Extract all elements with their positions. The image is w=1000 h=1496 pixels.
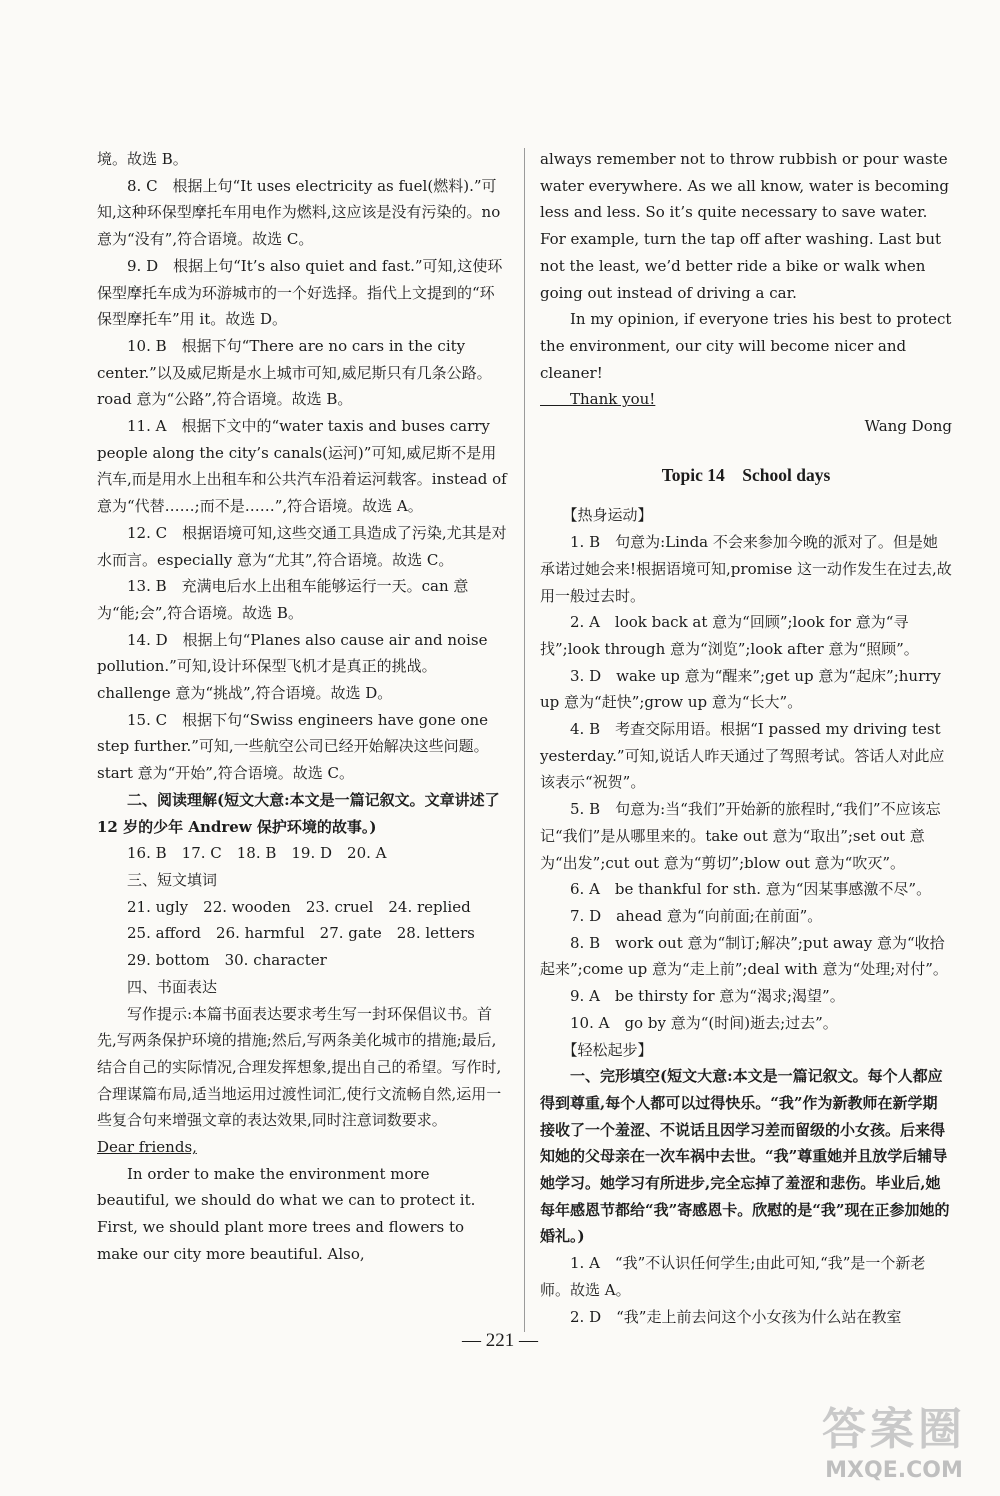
paragraph: 11. A 根据下文中的“water taxis and buses carry people along the city’s canals(运河)”可知,威尼斯不是用汽车,而是用水上出租车和公共汽车沿着运河载客。instead of 意为“代替……;而不是……”,符合语境。故选 A。	[97, 417, 507, 516]
paragraph: 9. D 根据上句“It’s also quiet and fast.”可知,这使环保型摩托车成为环游城市的一个好选择。指代上文提到的“环保型摩托车”用 it。故选 D。	[97, 256, 503, 329]
paragraph: 1. A “我”不认识任何学生;由此可知,“我”是一个新老师。故选 A。	[540, 1254, 926, 1299]
paragraph: 2. A look back at 意为“回顾”;look for 意为“寻找”;look through 意为“浏览”;look after 意为“照顾”。	[540, 613, 919, 658]
paragraph: Thank you!	[540, 390, 656, 409]
paragraph: 21. ugly 22. wooden 23. cruel 24. replied	[97, 897, 471, 916]
topic-title: Topic 14 School days	[661, 464, 831, 485]
paragraph: 13. B 充满电后水上出租车能够运行一天。can 意为“能;会”,符合语境。故选 B。	[97, 577, 469, 622]
paragraph: 25. afford 26. harmful 27. gate 28. letters	[97, 924, 475, 943]
signature: Wang Dong	[864, 417, 952, 436]
paragraph: 8. C 根据上句“It uses electricity as fuel(燃料).”可知,这种环保型摩托车用电作为燃料,这应该是没有污染的。no 意为“没有”,符合语境。故选 C。	[97, 176, 501, 249]
right-column	[540, 146, 952, 1330]
paragraph: In my opinion, if everyone tries his best to protect the environment, our city will become nicer and cleaner!	[540, 310, 952, 382]
watermark-line2: MXQE.COM	[825, 1458, 963, 1483]
paragraph: 1. B 句意为:Linda 不会来参加今晚的派对了。但是她承诺过她会来!根据语境可知,promise 这一动作发生在过去,故用一般过去时。	[540, 533, 952, 605]
paragraph: 9. A be thirsty for 意为“渴求;渴望”。	[540, 987, 845, 1006]
watermark-line1: 答案圈	[822, 1404, 966, 1455]
paragraph: 四、书面表达	[97, 977, 218, 996]
paragraph: 4. B 考查交际用语。根据“I passed my driving test yesterday.”可知,说话人昨天通过了驾照考试。答话人对此应该表示“祝贺”。	[540, 720, 945, 792]
paragraph: 5. B 句意为:当“我们”开始新的旅程时,“我们”不应该忘记“我们”是从哪里来的。take out 意为“取出”;set out 意为“出发”;cut out 意为“剪切”;blow out 意为“吹灭”。	[540, 800, 941, 872]
paragraph: 3. D wake up 意为“醒来”;get up 意为“起床”;hurry up 意为“赶快”;grow up 意为“长大”。	[540, 666, 941, 712]
paragraph: 三、短文填词	[97, 870, 218, 889]
paragraph: 14. D 根据上句“Planes also cause air and noise pollution.”可知,设计环保型飞机才是真正的挑战。challenge 意为“挑战”,符合语境。故选 D。	[97, 630, 488, 703]
paragraph: 二、阅读理解(短文大意:本文是一篇记叙文。文章讲述了 12 岁的少年 Andrew 保护环境的故事。)	[97, 790, 500, 836]
paragraph: 10. A go by 意为“(时间)逝去;过去”。	[540, 1013, 838, 1032]
paragraph: 境。故选 B。	[97, 150, 188, 168]
paragraph: 【轻松起步】	[540, 1040, 653, 1059]
paragraph: 8. B work out 意为“制订;解决”;put away 意为“收拾起来”;come up 意为“走上前”;deal with 意为“处理;对付”。	[540, 933, 948, 979]
paragraph: 10. B 根据下句“There are no cars in the city center.”以及威尼斯是水上城市可知,威尼斯只有几条公路。road 意为“公路”,符合语境。故选 B。	[97, 336, 492, 409]
left-column	[97, 146, 507, 1268]
paragraph: always remember not to throw rubbish or pour waste water everywhere. As we all know, water is becoming less and less. So it’s quite necessary to save water. For example, turn the tap off after washing. Last but not the least, we’d better ride a bike or walk when going out instead of driving a car.	[540, 150, 950, 302]
page-number: — 221 —	[462, 1330, 538, 1351]
paragraph: 写作提示:本篇书面表达要求考生写一封环保倡议书。首先,写两条保护环境的措施;然后,写两条美化城市的措施;最后,结合自己的实际情况,合理发挥想象,提出自己的希望。写作时,合理谋篇布局,适当地运用过渡性词汇,使行文流畅自然,运用一些复合句来增强文章的表达效果,同时注意词数要求。	[97, 1004, 502, 1130]
paragraph: Dear friends,	[97, 1138, 197, 1157]
paragraph: In order to make the environment more beautiful, we should do what we can to protect it. First, we should plant more trees and flowers to make our city more beautiful. Also,	[97, 1164, 476, 1263]
paragraph: 6. A be thankful for sth. 意为“因某事感激不尽”。	[540, 880, 932, 899]
column-divider	[524, 148, 525, 1332]
watermark-logo	[814, 1402, 974, 1488]
paragraph: 12. C 根据语境可知,这些交通工具造成了污染,尤其是对水而言。especially 意为“尤其”,符合语境。故选 C。	[97, 523, 507, 569]
paragraph: 15. C 根据下句“Swiss engineers have gone one step further.”可知,一些航空公司已经开始解决这些问题。start 意为“开始”,符合语境。故选 C。	[97, 710, 489, 783]
paragraph: 29. bottom 30. character	[97, 951, 327, 970]
paragraph: 16. B 17. C 18. B 19. D 20. A	[97, 844, 387, 863]
paragraph: 一、完形填空(短文大意:本文是一篇记叙文。每个人都应得到尊重,每个人都可以过得快乐。“我”作为新教师在新学期接收了一个羞涩、不说话且因学习差而留级的小女孩。后来得知她的父母亲在一次车祸中去世。“我”尊重她并且放学后辅导她学习。她学习有所进步,完全忘掉了羞涩和悲伤。毕业后,她每年感恩节都给“我”寄感恩卡。欣慰的是“我”现在正参加她的婚礼。)	[540, 1067, 950, 1246]
paragraph: 【热身运动】	[540, 506, 653, 525]
paragraph: 7. D ahead 意为“向前面;在前面”。	[540, 906, 823, 925]
paragraph: 2. D “我”走上前去问这个小女孩为什么站在教室	[540, 1307, 902, 1326]
